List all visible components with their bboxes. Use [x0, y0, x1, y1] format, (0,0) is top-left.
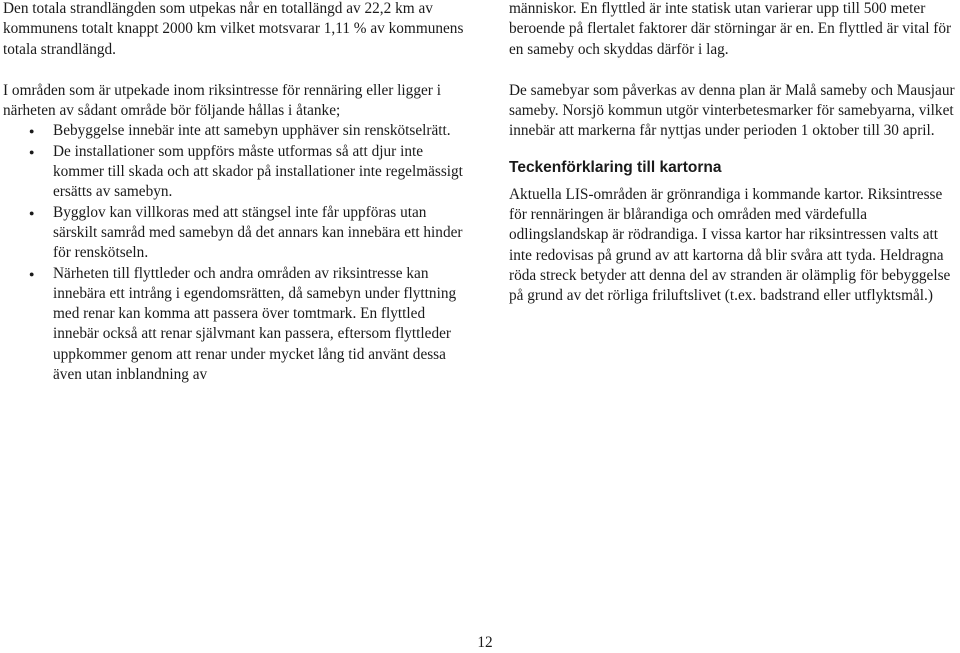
bullet-list: [3, 121, 465, 385]
lead-paragraph: I områden som är utpekade inom riksintresse för rennäring eller ligger i närheten av sådant område bör följande hållas i åtanke;: [3, 81, 441, 120]
continuation-paragraph: människor. En flyttled är inte statisk utan varierar upp till 500 meter beroende på flertalet faktorer där störningar är en. En flyttled är vital för en sameby och skyddas därför i lag.: [509, 0, 952, 58]
page-number: 12: [477, 634, 493, 651]
bullet-text: Närheten till flyttleder och andra områden av riksintresse kan innebära ett intrång i egendomsrätten, då samebyn under flyttning med renar kan komma att passera över tomtmark. En flyttled innebär också att renar självmant kan passera, eftersom flyttleder uppkommer genom att renar under mycket lång tid använt dessa även utan inblandning av: [53, 264, 457, 384]
bullet-text: De installationer som uppförs måste utformas så att djur inte kommer till skada och att skador på installationer inte regelmässigt ersätts av samebyn.: [53, 142, 463, 201]
bullet-text: Bebyggelse innebär inte att samebyn upphäver sin renskötselrätt.: [53, 122, 451, 140]
list-item: [3, 203, 465, 264]
list-item: [3, 121, 465, 141]
samebyar-paragraph: De samebyar som påverkas av denna plan är Malå sameby och Mausjaur sameby. Norsjö kommun utgör vinterbetesmarker för samebyarna, vilket innebär att markerna får nyttjas under perioden 1 oktober till 30 april.: [509, 81, 955, 140]
bullet-icon: ●: [29, 268, 35, 279]
legend-paragraph: Aktuella LIS-områden är grönrandiga i kommande kartor. Riksintresse för rennäringen är blårandiga och områden med värdefulla odlingslandskap är rödrandiga. I vissa kartor har riksintressen valts att inte redovisas på grund av att kartorna då blir svåra att tyda. Heldragna röda streck betyder att denna del av stranden är olämplig för bebyggelse på grund av det rörliga friluftslivet (t.ex. badstrand eller utflyktsmål.): [509, 185, 951, 305]
left-column: [3, 0, 465, 385]
right-column: [509, 0, 960, 307]
legend-heading: Teckenförklaring till kartorna: [509, 158, 722, 176]
list-item: [3, 142, 465, 203]
bullet-icon: ●: [29, 207, 35, 218]
bullet-icon: ●: [29, 126, 35, 137]
list-item: [3, 264, 465, 386]
intro-paragraph: Den totala strandlängden som utpekas når en totallängd av 22,2 km av kommunens totalt knappt 2000 km vilket motsvarar 1,11 % av kommunens totala strandlängd.: [3, 0, 464, 58]
bullet-icon: ●: [29, 146, 35, 157]
bullet-text: Bygglov kan villkoras med att stängsel inte får uppföras utan särskilt samråd med samebyn då det annars kan innebära ett hinder för renskötseln.: [53, 203, 463, 262]
